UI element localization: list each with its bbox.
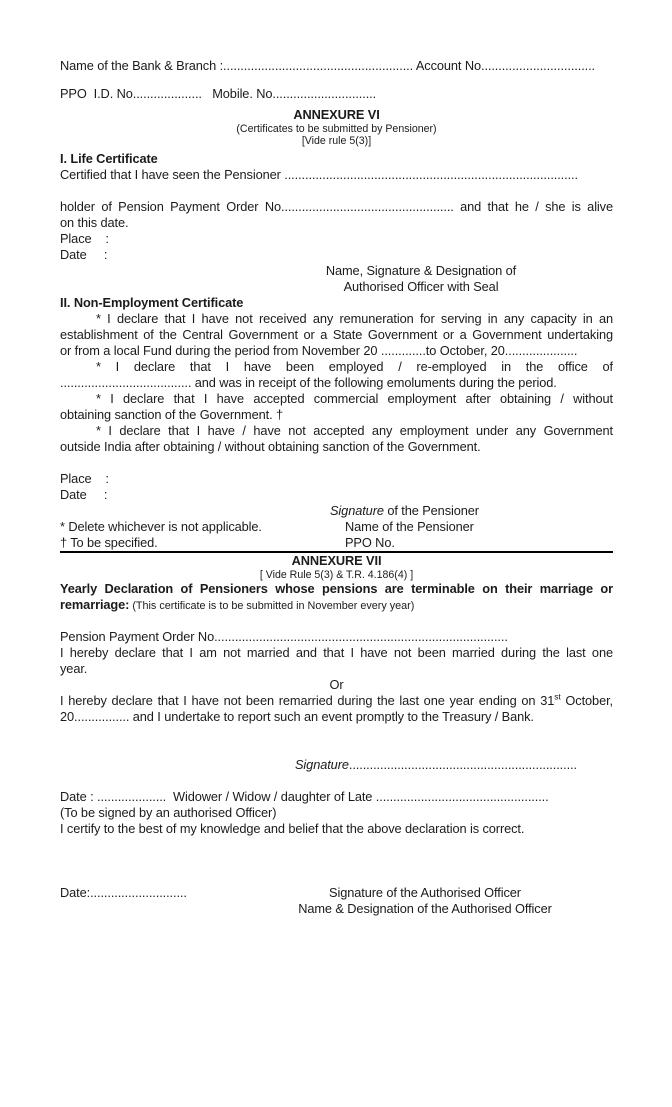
submit-november-note: (This certificate is to be submitted in November every year) (129, 600, 415, 612)
signature-line (60, 757, 613, 773)
signature-rest: of the Pensioner (383, 503, 479, 518)
certified-pensioner-line: Certified that I have seen the Pensioner ..................................................................................... (60, 167, 578, 182)
signed-by-note: (To be signed by an authorised Officer) (60, 805, 277, 820)
officer-seal-line: Name, Signature & Designation of (325, 263, 517, 278)
yearly-declaration-heading (60, 581, 613, 613)
annexure-vi-vide-rule: [Vide rule 5(3)] (301, 135, 372, 147)
remuneration-line: or from a local Fund during the period from November 20 .............to October, 20..................... (60, 343, 578, 358)
not-married-line: I hereby declare that I am not married and that I have not been married during the last one (60, 645, 613, 660)
pension-payment-order-line: Pension Payment Order No..................................................................................... (60, 629, 508, 644)
date-field-2: Date : (60, 487, 108, 502)
remarriage-label: remarriage: (60, 597, 130, 612)
outside-india-declaration (60, 423, 613, 455)
commercial-employment-declaration (60, 391, 613, 423)
officer-signature-row (60, 885, 613, 917)
remarried-text: I hereby declare that I have not been remarried during the last one year ending on 31 (60, 693, 555, 708)
employed-line: ...................................... and was in receipt of the following emoluments during the period. (60, 375, 557, 390)
form-content (60, 0, 613, 917)
ppo-mobile-line: PPO I.D. No.................... Mobile. No.............................. (60, 86, 377, 101)
widower-line: Date : .................... Widower / Widow / daughter of Late .................................................. (60, 789, 549, 804)
holder-ppo-paragraph (60, 199, 613, 231)
pensioner-signature-row (60, 503, 613, 519)
signature-word-italic: Signature (295, 757, 349, 772)
holder-ppo-line-2: on this date. (60, 215, 129, 230)
employed-declaration (60, 359, 613, 391)
delete-note-row (60, 519, 613, 535)
remarried-line: 20................ and I undertake to report such an event promptly to the Treasury / Bank. (60, 709, 534, 724)
commercial-line: obtaining sanction of the Government. † (60, 407, 284, 422)
ppo-no-label: PPO No. (345, 535, 395, 550)
delete-note: * Delete whichever is not applicable. (60, 519, 262, 534)
officer-signature-block (255, 885, 595, 917)
non-employment-heading: II. Non-Employment Certificate (60, 295, 244, 310)
signature-word-italic: Signature (330, 503, 384, 518)
annexure-vii-vide-rule: [ Vide Rule 5(3) & T.R. 4.186(4) ] (259, 569, 414, 581)
officer-signature-line: Signature of the Authorised Officer (329, 885, 521, 900)
commercial-line: * I declare that I have accepted commercial employment after obtaining / without (96, 391, 613, 406)
bank-account-line: Name of the Bank & Branch :....................................................... Account No................................. (60, 58, 596, 73)
remarried-text: October, (560, 693, 613, 708)
remarried-line (60, 693, 613, 709)
officer-signature-line: Name & Designation of the Authorised Officer (298, 901, 552, 916)
life-certificate-heading: I. Life Certificate (60, 151, 158, 166)
specify-note-row (60, 535, 613, 551)
or-separator: Or (329, 677, 344, 692)
signature-dots: .................................................................. (348, 757, 577, 772)
outside-india-line: * I declare that I have / have not accepted any employment under any Government (96, 423, 613, 438)
place-field-2: Place : (60, 471, 109, 486)
yearly-heading-line (60, 597, 613, 613)
pensioner-signature-label (330, 503, 479, 519)
not-married-declaration (60, 645, 613, 677)
officer-seal-block (256, 263, 586, 295)
specify-note: † To be specified. (60, 535, 158, 550)
certify-line: I certify to the best of my knowledge and belief that the above declaration is correct. (60, 821, 525, 836)
outside-india-line: outside India after obtaining / without obtaining sanction of the Government. (60, 439, 481, 454)
remarried-declaration (60, 693, 613, 725)
remuneration-line: * I declare that I have not received any remuneration for serving in any capacity in an (96, 311, 613, 326)
annexure-vi-subtitle: (Certificates to be submitted by Pensioner) (236, 123, 437, 135)
yearly-heading-line: Yearly Declaration of Pensioners whose pensions are terminable on their marriage or (60, 581, 613, 596)
remuneration-declaration (60, 311, 613, 359)
annexure-vii-title: ANNEXURE VII (291, 553, 382, 568)
date-field: Date : (60, 247, 108, 262)
annexure-vi-title: ANNEXURE VI (293, 107, 380, 122)
place-field: Place : (60, 231, 109, 246)
holder-ppo-line: holder of Pension Payment Order No.................................................. and that he / she is alive (60, 199, 613, 214)
employed-line: * I declare that I have been employed / re-employed in the office of (96, 359, 613, 374)
not-married-line: year. (60, 661, 88, 676)
remuneration-line: establishment of the Central Government or a State Government or a Government undertaking (60, 327, 613, 342)
pensioner-name-label: Name of the Pensioner (345, 519, 474, 534)
ordinal-superscript: st (554, 693, 561, 702)
officer-seal-line: Authorised Officer with Seal (343, 279, 499, 294)
bottom-date-field: Date:............................ (60, 885, 187, 900)
